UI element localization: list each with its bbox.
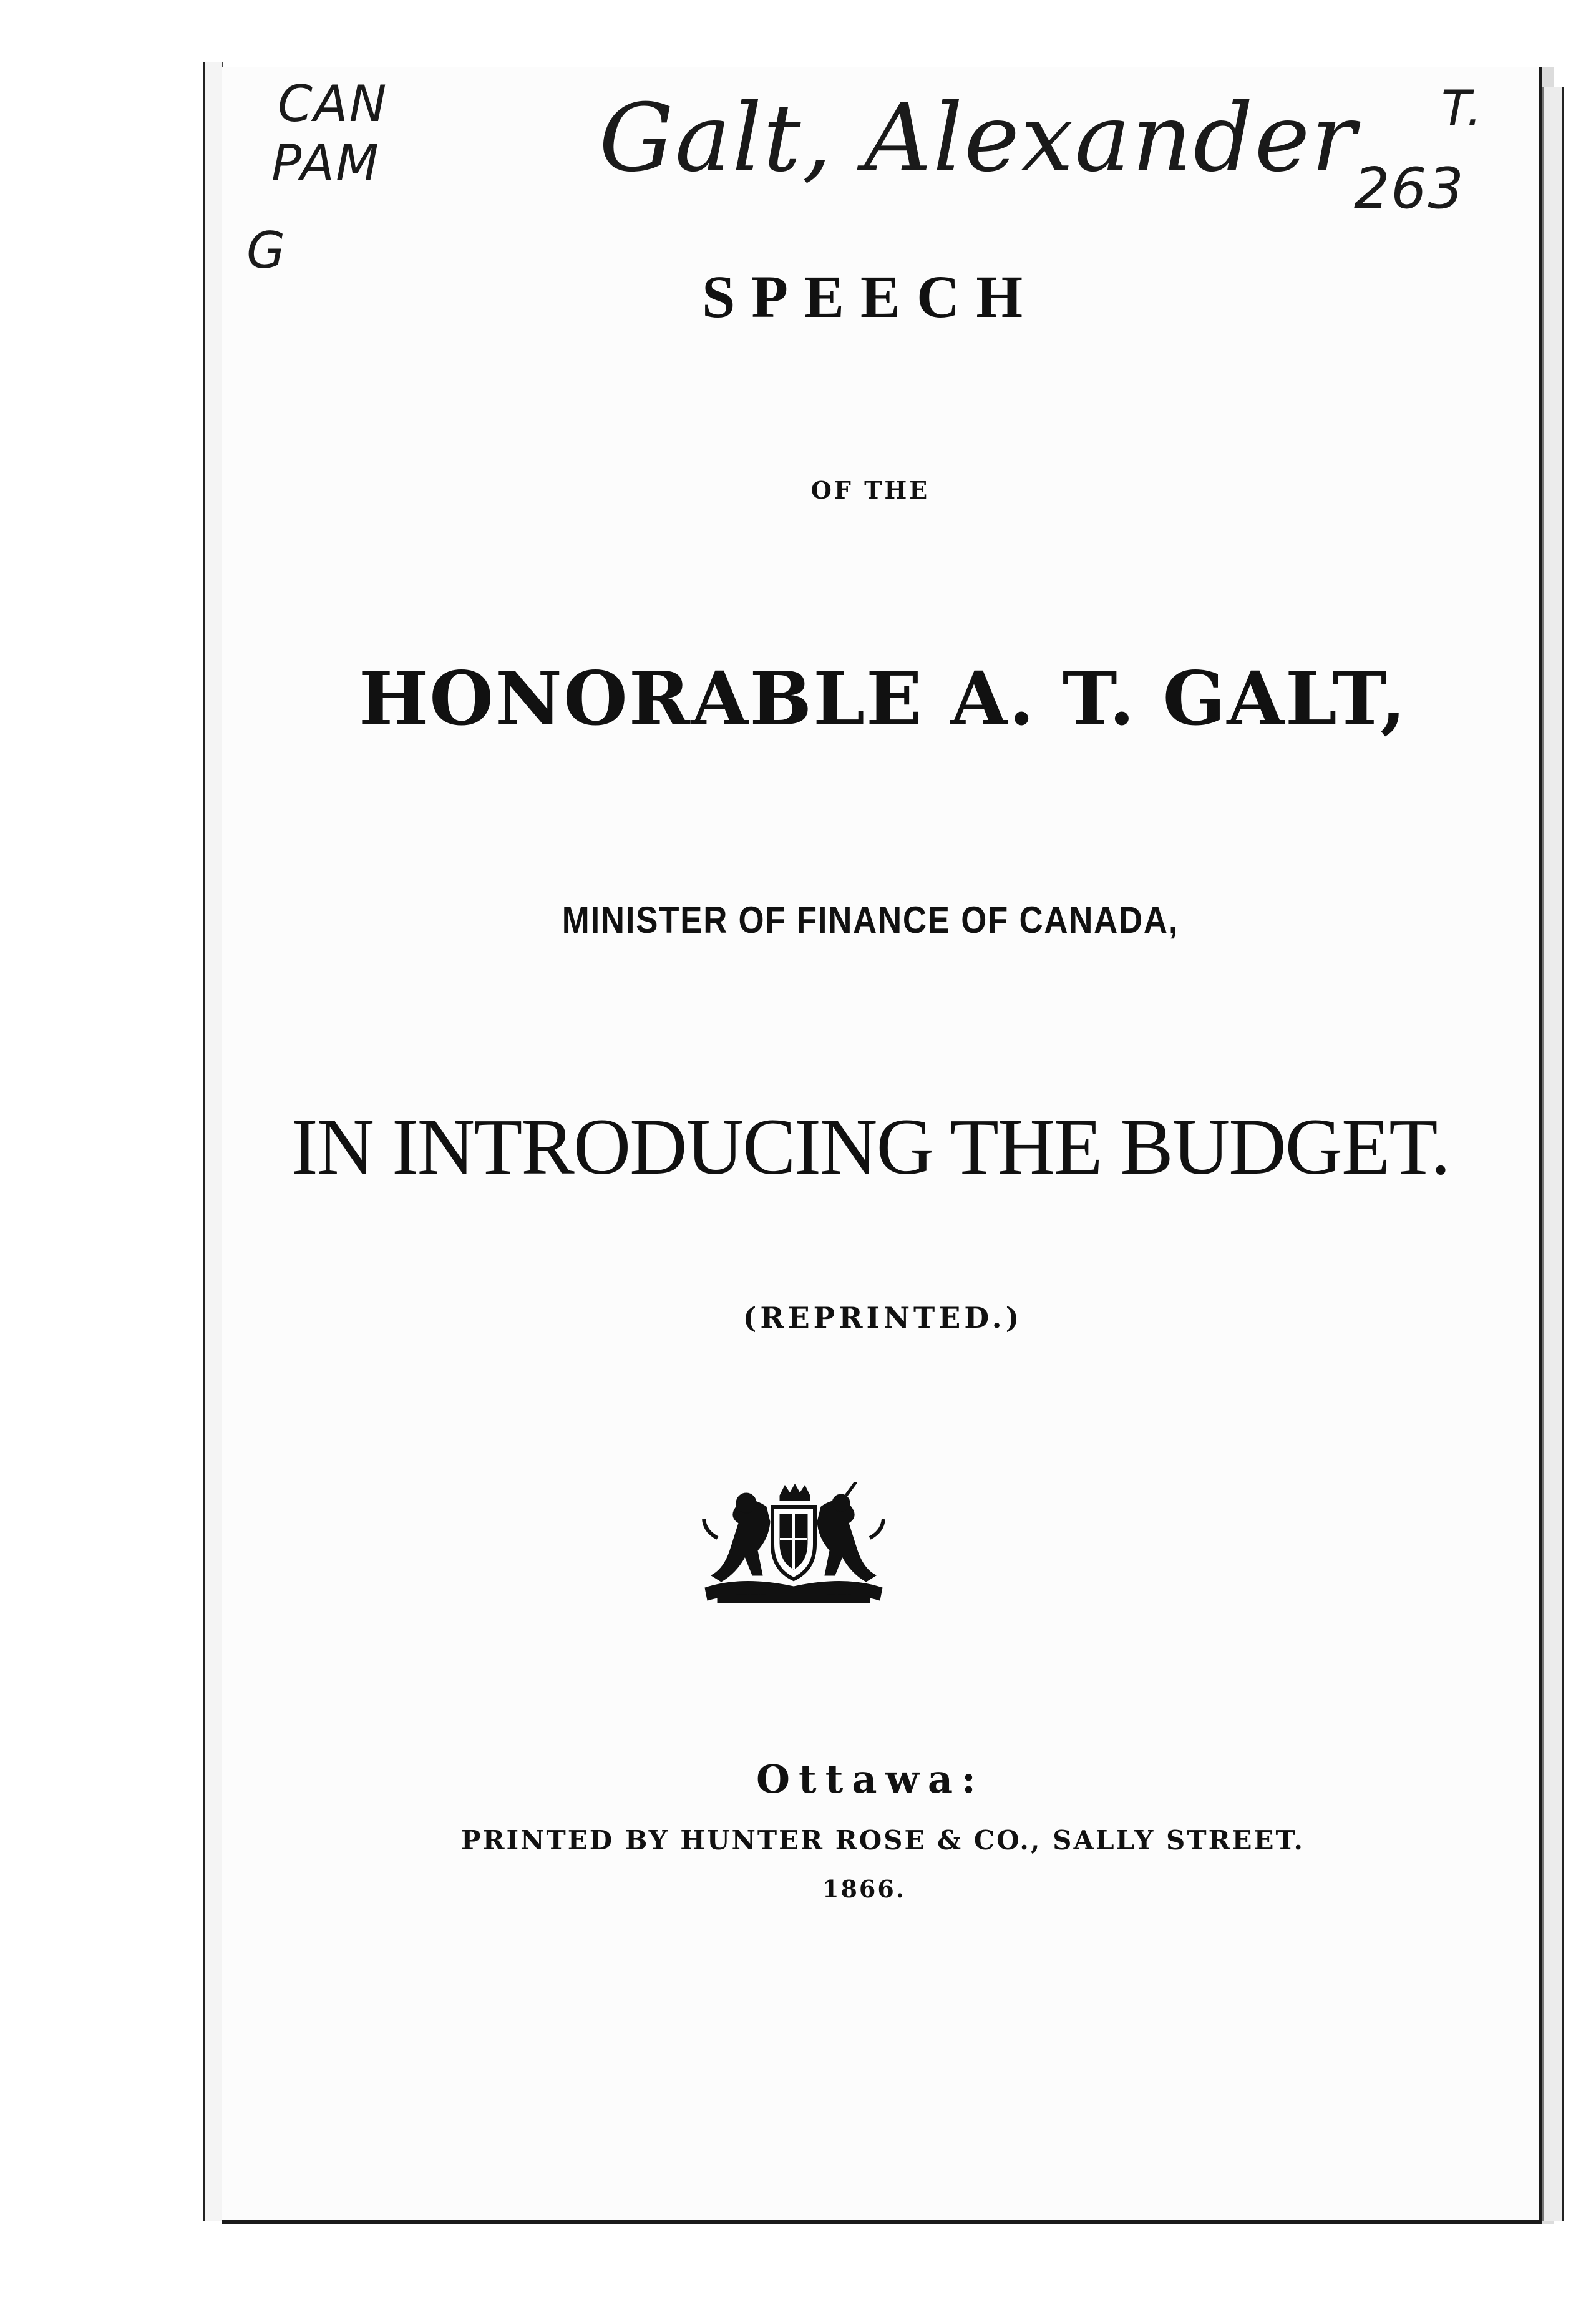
facing-blank-page: [0, 62, 205, 2221]
title-connector: OF THE: [810, 476, 930, 504]
handwritten-call-number-line-2: PAM: [271, 134, 381, 192]
handwritten-call-number-line-4: T.: [1441, 81, 1484, 137]
imprint-year: 1866.: [822, 1875, 906, 1903]
reprint-note: (REPRINTED.): [742, 1301, 1023, 1335]
imprint-printer: PRINTED BY HUNTER ROSE & CO., SALLY STREET.: [461, 1825, 1305, 1856]
speaker-office: MINISTER OF FINANCE OF CANADA,: [562, 899, 1179, 941]
handwritten-call-number-line-5: 263: [1354, 156, 1465, 221]
page-edge: [1542, 87, 1564, 2221]
handwritten-call-number-line-1: CAN: [278, 75, 388, 133]
handwritten-author-note: Galt, Alexander: [599, 84, 1358, 193]
speaker-name: HONORABLE A. T. GALT,: [358, 655, 1408, 742]
coat-of-arms-icon: [693, 1482, 892, 1607]
speech-occasion: IN INTRODUCING THE BUDGET.: [291, 1102, 1449, 1191]
handwritten-call-number-line-3: G: [246, 221, 286, 280]
imprint-place: Ottawa:: [756, 1756, 985, 1802]
title-heading: SPEECH: [701, 263, 1039, 330]
